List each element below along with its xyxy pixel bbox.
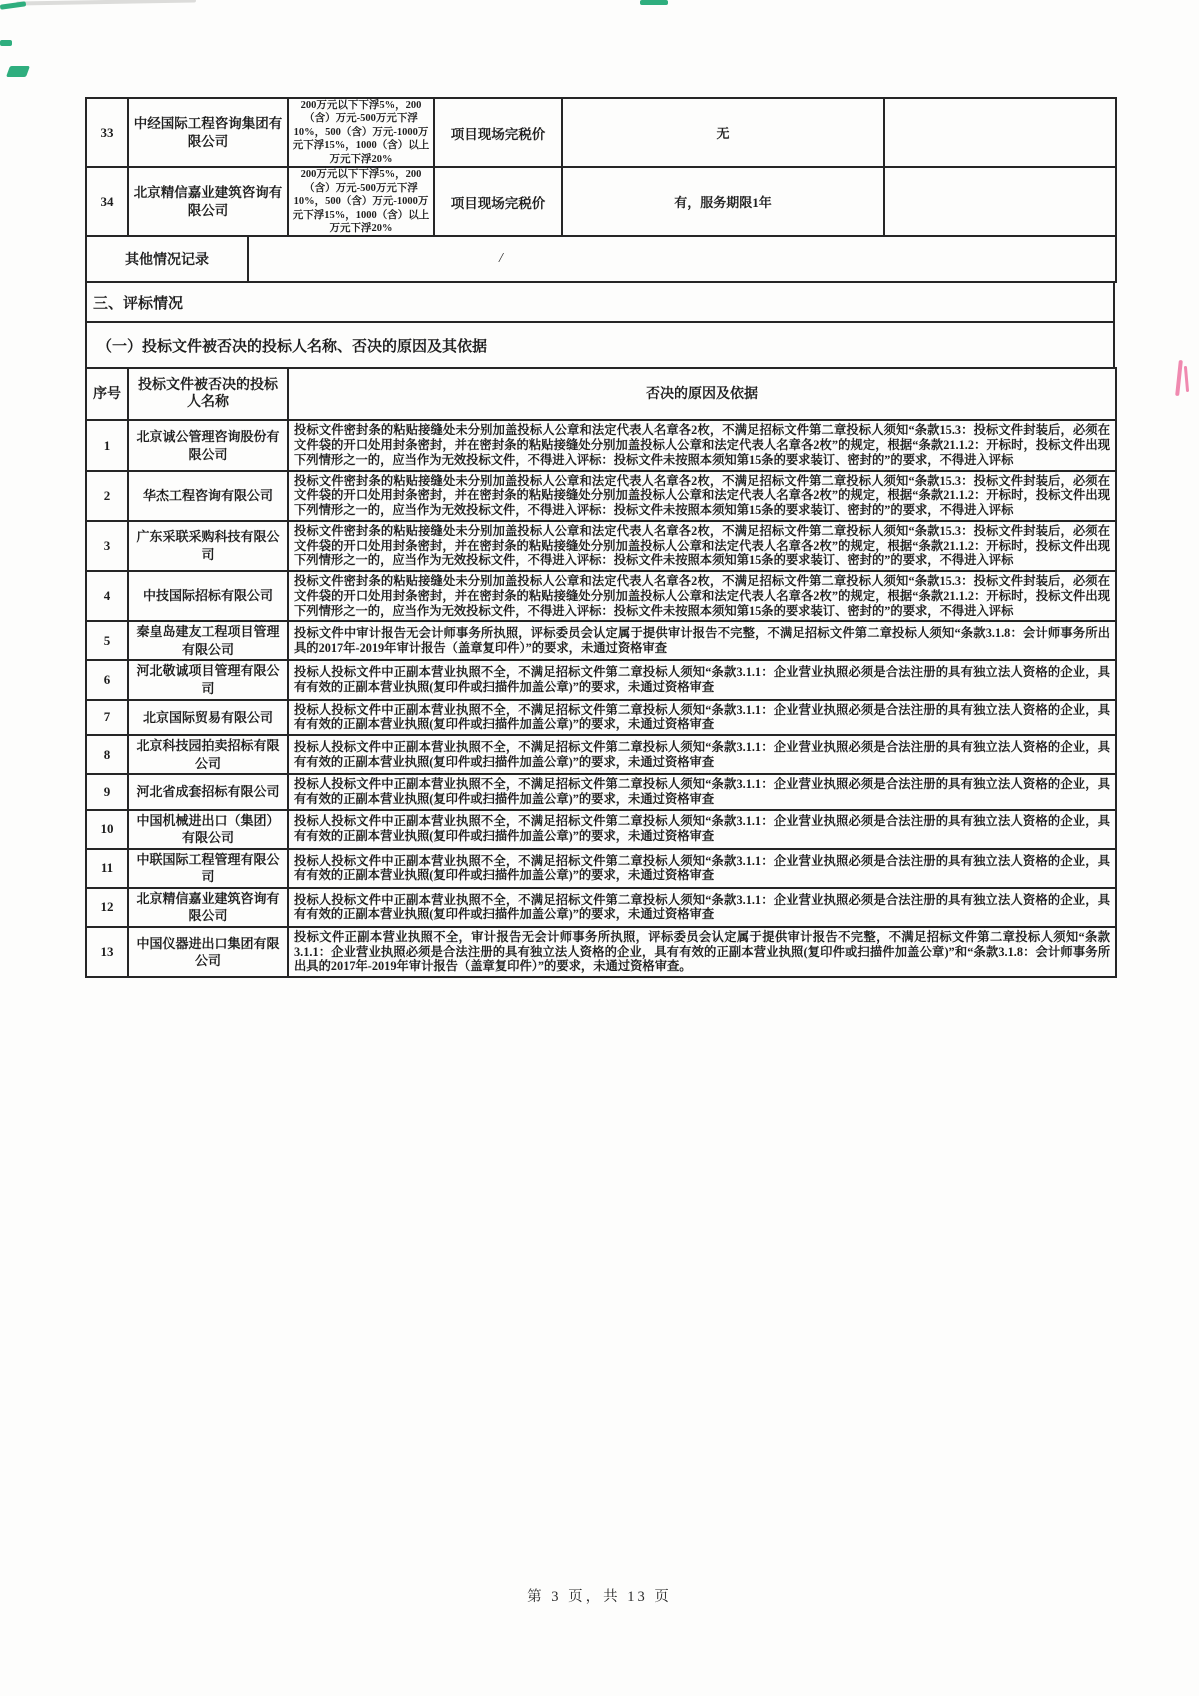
- rejection-reason: 投标文件密封条的粘贴接缝处未分别加盖投标人公章和法定代表人名章各2枚，不满足招标文件第二章投标人须知“条款15.3：投标文件封装后，必须在文件袋的开口处用封条密封，并在密封条的粘贴接缝处分别加盖投标人公章和法定代表人名章各2枚”的规定，根据“条款21.1.2：开标时，投标文件出现下列情形之一的，应当作为无效投标文件，不得进入评标：投标文件未按照本须知第15条的要求装订、密封的”的要求，不得进入评标: [288, 571, 1116, 621]
- empty-cell: [884, 167, 1116, 236]
- rejection-reason: 投标文件中审计报告无会计师事务所执照，评标委员会认定属于提供审计报告不完整，不满足招标文件第二章投标人须知“条款3.1.8：会计师事务所出具的2017年-2019年审计报告（盖章复印件）”的要求，未通过资格审查: [288, 621, 1116, 660]
- rejection-reason: 投标文件密封条的粘贴接缝处未分别加盖投标人公章和法定代表人名章各2枚，不满足招标文件第二章投标人须知“条款15.3：投标文件封装后，必须在文件袋的开口处用封条密封，并在密封条的粘贴接缝处分别加盖投标人公章和法定代表人名章各2枚”的规定，根据“条款21.1.2：开标时，投标文件出现下列情形之一的，应当作为无效投标文件，不得进入评标：投标文件未按照本须知第15条的要求装订、密封的”的要求，不得进入评标: [288, 521, 1116, 571]
- table-row: [86, 774, 1116, 810]
- table-row: [86, 888, 1116, 927]
- row-number: 12: [86, 888, 128, 927]
- table-row: [86, 167, 1116, 236]
- row-number: 7: [86, 700, 128, 736]
- row-number: 33: [86, 98, 128, 167]
- rejection-reason: 投标文件密封条的粘贴接缝处未分别加盖投标人公章和法定代表人名章各2枚，不满足招标文件第二章投标人须知“条款15.3：投标文件封装后，必须在文件袋的开口处用封条密封，并在密封条的粘贴接缝处分别加盖投标人公章和法定代表人名章各2枚”的规定，根据“条款21.1.2：开标时，投标文件出现下列情形之一的，应当作为无效投标文件，不得进入评标：投标文件未按照本须知第15条的要求装订、密封的”的要求，不得进入评标: [288, 471, 1116, 521]
- empty-cell: [884, 98, 1116, 167]
- header-bidder-name: 投标文件被否决的投标人名称: [128, 368, 288, 420]
- bidder-name: 中经国际工程咨询集团有限公司: [128, 98, 288, 167]
- table-row: [86, 236, 1116, 282]
- rejection-reason: 投标文件密封条的粘贴接缝处未分别加盖投标人公章和法定代表人名章各2枚，不满足招标文件第二章投标人须知“条款15.3：投标文件封装后，必须在文件袋的开口处用封条密封，并在密封条的粘贴接缝处分别加盖投标人公章和法定代表人名章各2枚”的规定，根据“条款21.1.2：开标时，投标文件出现下列情形之一的，应当作为无效投标文件，不得进入评标：投标文件未按照本须知第15条的要求装订、密封的”的要求，不得进入评标: [288, 420, 1116, 470]
- row-number: 3: [86, 521, 128, 571]
- green-scan-mark: [0, 40, 12, 46]
- bidder-name: 河北省成套招标有限公司: [128, 774, 288, 810]
- bidder-name: 中国仪器进出口集团有限公司: [128, 927, 288, 977]
- bidder-name: 北京精信嘉业建筑咨询有限公司: [128, 167, 288, 236]
- other-records-value: /: [248, 236, 1116, 282]
- row-number: 6: [86, 660, 128, 699]
- row-number: 9: [86, 774, 128, 810]
- rejected-bidders-table: [85, 367, 1117, 978]
- discount-terms: 200万元以下下浮5%，200（含）万元-500万元下浮10%，500（含）万元-1000万元下浮15%，1000（含）以上万元下浮20%: [288, 167, 434, 236]
- bidder-name: 北京诚公管理咨询股份有限公司: [128, 420, 288, 470]
- remark-cell: 有，服务期限1年: [562, 167, 884, 236]
- rejection-reason: 投标人投标文件中正副本营业执照不全，不满足招标文件第二章投标人须知“条款3.1.1：企业营业执照必须是合法注册的具有独立法人资格的企业，具有有效的正副本营业执照(复印件或扫描件加盖公章)”的要求，未通过资格审查: [288, 810, 1116, 849]
- row-number: 2: [86, 471, 128, 521]
- green-scan-mark: [6, 66, 30, 77]
- table-row: [86, 571, 1116, 621]
- table-row: [86, 420, 1116, 470]
- table-row: [86, 849, 1116, 888]
- rejection-reason: 投标人投标文件中正副本营业执照不全，不满足招标文件第二章投标人须知“条款3.1.1：企业营业执照必须是合法注册的具有独立法人资格的企业，具有有效的正副本营业执照(复印件或扫描件加盖公章)”的要求，未通过资格审查: [288, 849, 1116, 888]
- table-header-row: [86, 368, 1116, 420]
- rejection-reason: 投标人投标文件中正副本营业执照不全，不满足招标文件第二章投标人须知“条款3.1.1：企业营业执照必须是合法注册的具有独立法人资格的企业，具有有效的正副本营业执照(复印件或扫描件加盖公章)”的要求，未通过资格审查: [288, 774, 1116, 810]
- price-basis-label: 项目现场完税价: [434, 98, 562, 167]
- discount-terms: 200万元以下下浮5%，200（含）万元-500万元下浮10%，500（含）万元-1000万元下浮15%，1000（含）以上万元下浮20%: [288, 98, 434, 167]
- rejection-reason: 投标文件正副本营业执照不全，审计报告无会计师事务所执照，评标委员会认定属于提供审计报告不完整，不满足招标文件第二章投标人须知“条款3.1.1：企业营业执照必须是合法注册的具有独立法人资格的企业，具有有效的正副本营业执照(复印件或扫描件加盖公章)”和“条款3.1.8：会计师事务所出具的2017年-2019年审计报告（盖章复印件）”的要求，未通过资格审查。: [288, 927, 1116, 977]
- bidder-name: 河北敬诚项目管理有限公司: [128, 660, 288, 699]
- table-row: [86, 621, 1116, 660]
- scan-smudge: [16, 0, 196, 6]
- rejection-reason: 投标人投标文件中正副本营业执照不全，不满足招标文件第二章投标人须知“条款3.1.1：企业营业执照必须是合法注册的具有独立法人资格的企业，具有有效的正副本营业执照(复印件或扫描件加盖公章)”的要求，未通过资格审查: [288, 660, 1116, 699]
- green-scan-mark: [640, 0, 668, 5]
- table-row: [86, 927, 1116, 977]
- price-terms-table: [85, 97, 1117, 237]
- row-number: 34: [86, 167, 128, 236]
- bidder-name: 北京国际贸易有限公司: [128, 700, 288, 736]
- bidder-name: 北京科技园拍卖招标有限公司: [128, 735, 288, 774]
- bidder-name: 华杰工程咨询有限公司: [128, 471, 288, 521]
- pink-scan-mark: [1184, 366, 1189, 392]
- table-row: [86, 98, 1116, 167]
- table-row: [86, 735, 1116, 774]
- other-records-label: 其他情况记录: [86, 236, 248, 282]
- table-row: [86, 660, 1116, 699]
- row-number: 4: [86, 571, 128, 621]
- green-scan-mark: [0, 1, 26, 10]
- price-basis-label: 项目现场完税价: [434, 167, 562, 236]
- header-reason: 否决的原因及依据: [288, 368, 1116, 420]
- pink-scan-mark: [1175, 360, 1183, 396]
- row-number: 13: [86, 927, 128, 977]
- row-number: 11: [86, 849, 128, 888]
- row-number: 1: [86, 420, 128, 470]
- page-number-footer: 第 3 页，共 13 页: [527, 1589, 672, 1605]
- table-row: [86, 471, 1116, 521]
- bidder-name: 广东采联采购科技有限公司: [128, 521, 288, 571]
- bidder-name: 中联国际工程管理有限公司: [128, 849, 288, 888]
- document-content: [85, 97, 1115, 978]
- subsection-title-rejected-bidders: （一）投标文件被否决的投标人名称、否决的原因及其依据: [85, 321, 1115, 369]
- remark-cell: 无: [562, 98, 884, 167]
- row-number: 8: [86, 735, 128, 774]
- section-title-evaluation: 三、评标情况: [85, 281, 1115, 323]
- rejection-reason: 投标人投标文件中正副本营业执照不全，不满足招标文件第二章投标人须知“条款3.1.1：企业营业执照必须是合法注册的具有独立法人资格的企业，具有有效的正副本营业执照(复印件或扫描件加盖公章)”的要求，未通过资格审查: [288, 888, 1116, 927]
- table-row: [86, 810, 1116, 849]
- other-records-row: [85, 235, 1117, 283]
- bidder-name: 中国机械进出口（集团）有限公司: [128, 810, 288, 849]
- row-number: 10: [86, 810, 128, 849]
- header-seq: 序号: [86, 368, 128, 420]
- row-number: 5: [86, 621, 128, 660]
- bidder-name: 秦皇岛建友工程项目管理有限公司: [128, 621, 288, 660]
- bidder-name: 中技国际招标有限公司: [128, 571, 288, 621]
- table-row: [86, 521, 1116, 571]
- bidder-name: 北京精信嘉业建筑咨询有限公司: [128, 888, 288, 927]
- rejection-reason: 投标人投标文件中正副本营业执照不全，不满足招标文件第二章投标人须知“条款3.1.1：企业营业执照必须是合法注册的具有独立法人资格的企业，具有有效的正副本营业执照(复印件或扫描件加盖公章)”的要求，未通过资格审查: [288, 700, 1116, 736]
- table-row: [86, 700, 1116, 736]
- rejection-reason: 投标人投标文件中正副本营业执照不全，不满足招标文件第二章投标人须知“条款3.1.1：企业营业执照必须是合法注册的具有独立法人资格的企业，具有有效的正副本营业执照(复印件或扫描件加盖公章)”的要求，未通过资格审查: [288, 735, 1116, 774]
